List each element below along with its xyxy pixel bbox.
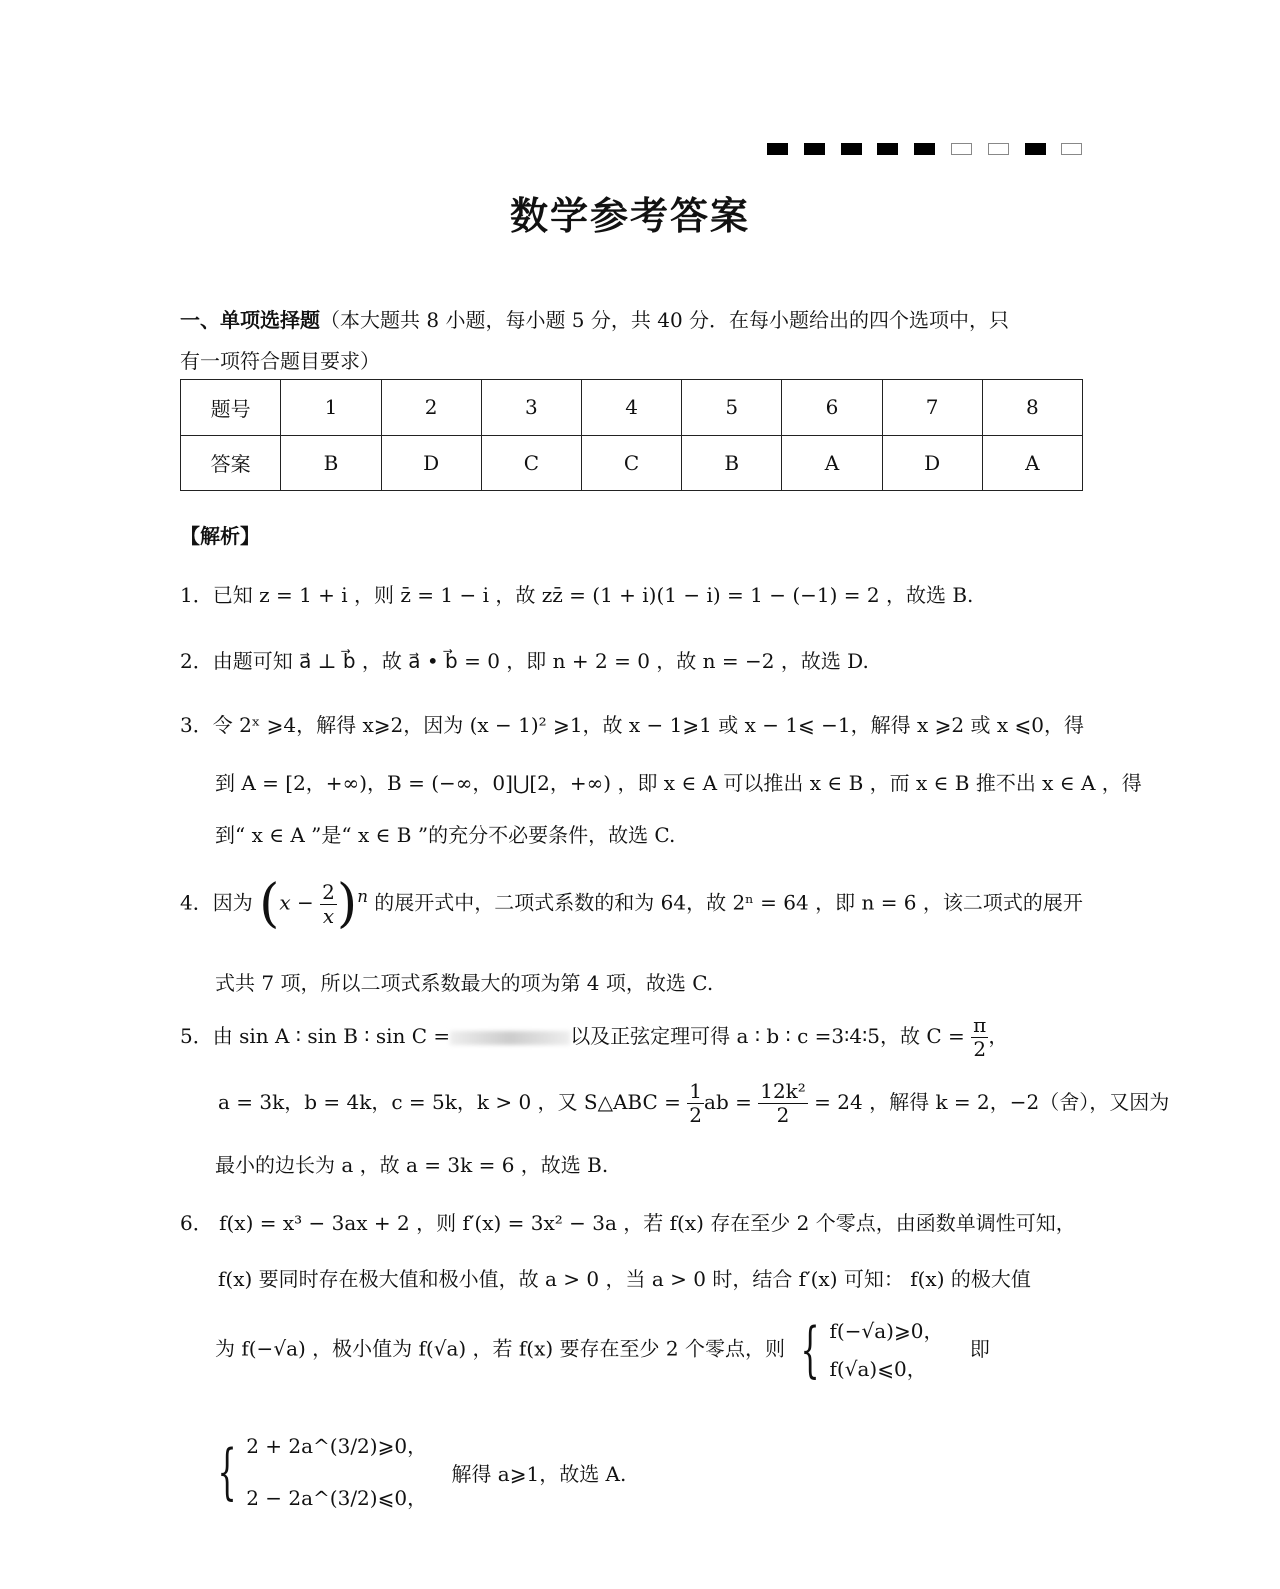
table-cell: 4 <box>581 380 681 436</box>
table-cell: A <box>782 435 882 491</box>
table-header-cell: 答案 <box>181 435 281 491</box>
section-desc-2: 有一项符合题目要求） <box>180 349 380 373</box>
filled-square-mark <box>1025 143 1046 155</box>
solution-5-line1: 5．由 sin A ∶ sin B ∶ sin C = 以及正弦定理可得 a ∶ b ∶ c =3∶4∶5，故 C = $\frac{\pi}{2}$ ， <box>180 1013 1009 1061</box>
table-cell: C <box>481 435 581 491</box>
table-cell: 5 <box>682 380 782 436</box>
solution-5-line3: 最小的边长为 a ，故 a = 3k = 6 ，故选 B. <box>215 1153 609 1177</box>
table-cell: B <box>682 435 782 491</box>
table-cell: 8 <box>982 380 1082 436</box>
solution-4-line1: 4．因为 (x − $\frac{2}{x})^n$ 的展开式中，二项式系数的和为 64，故 2ⁿ = 64 ，即 n = 6 ，该二项式的展开 <box>180 874 1083 934</box>
blurred-region <box>450 1031 570 1045</box>
denominator: 2 <box>776 1103 790 1127</box>
inequality: 2 − 2a^(3/2)⩽0， <box>246 1486 428 1510</box>
brace: { <box>217 1437 237 1507</box>
text: 即 <box>969 1336 990 1361</box>
numerator: 12k² <box>760 1079 806 1103</box>
solution-5-line2 <box>218 1080 1169 1127</box>
system <box>830 1312 944 1388</box>
table-cell: D <box>882 435 982 491</box>
numerator: 2 <box>322 879 335 904</box>
table-cell: 3 <box>481 380 581 436</box>
denominator: 2 <box>973 1037 987 1061</box>
solution-1: 1．已知 z = 1 + i ，则 z̄ = 1 − i ，故 zz̄ = (1 + i)(1 − i) = 1 − (−1) = 2 ，故选 B. <box>180 583 974 607</box>
fraction <box>687 1080 704 1127</box>
empty-square-mark <box>1061 143 1082 155</box>
empty-square-mark <box>988 143 1009 155</box>
solution-3-line1: 3．令 2ˣ ⩾4，解得 x⩾2，因为 (x − 1)² ⩾1，故 x − 1⩾1 或 x − 1⩽ −1，解得 x ⩾2 或 x ⩽0，得 <box>180 713 1084 737</box>
filled-square-mark <box>804 143 825 155</box>
empty-square-mark <box>951 143 972 155</box>
text: 解得 a⩾1，故选 A. <box>451 1461 627 1486</box>
solution-6-line1: 6． f(x) = x³ − 3ax + 2 ，则 f′(x) = 3x² − 3a ，若 f(x) 存在至少 2 个零点，由函数单调性可知， <box>180 1211 1076 1235</box>
page-title: 数学参考答案 <box>509 193 750 238</box>
filled-square-mark <box>767 143 788 155</box>
text: 为 f(−√a) ，极小值为 f(√a) ，若 f(x) 要存在至少 2 个零点，则 <box>215 1336 785 1361</box>
fraction <box>758 1080 808 1127</box>
inequality: f(−√a)⩾0， <box>829 1319 944 1343</box>
solution-3-line3: 到“ x ∈ A ”是“ x ∈ B ”的充分不必要条件，故选 C. <box>215 823 676 847</box>
text: 以及正弦定理可得 a ∶ b ∶ c =3∶4∶5，故 C = <box>570 1024 965 1048</box>
fraction <box>971 1014 988 1061</box>
brace: { <box>800 1315 820 1385</box>
answer-table <box>180 379 1083 491</box>
solution-3-line2: 到 A = [2，+∞)，B = (−∞，0]⋃[2，+∞) ，即 x ∈ A 可以推出 x ∈ B ，而 x ∈ B 推不出 x ∈ A ，得 <box>215 771 1142 795</box>
text: 4．因为 <box>180 890 253 915</box>
fraction <box>320 881 337 928</box>
analysis-heading: 【解析】 <box>180 524 260 548</box>
table-cell: B <box>281 435 381 491</box>
section-desc: （本大题共 8 小题，每小题 5 分，共 40 分．在每小题给出的四个选项中，只 <box>320 308 1010 332</box>
text: = 24 ，解得 k = 2，−2（舍），又因为 <box>814 1090 1170 1114</box>
denominator: x <box>322 903 335 928</box>
numerator: 1 <box>689 1079 703 1103</box>
numerator: π <box>973 1013 987 1037</box>
paren-close: ) <box>336 874 358 934</box>
text: a = 3k，b = 4k，c = 5k，k > 0 ，又 S△ABC = <box>218 1090 681 1114</box>
system <box>246 1420 427 1524</box>
denominator: 2 <box>689 1103 703 1127</box>
text: 的展开式中，二项式系数的和为 64，故 2ⁿ = 64 ，即 n = 6 ，该二项式的展开 <box>374 890 1083 915</box>
solution-6-line4 <box>208 1420 626 1524</box>
text: ab = <box>704 1090 752 1114</box>
solution-2: 2．由题可知 a⃗ ⊥ b⃗ ，故 a⃗ • b⃗ = 0 ，即 n + 2 = 0 ，故 n = −2 ，故选 D. <box>180 649 869 673</box>
solution-6-line2: f(x) 要同时存在极大值和极小值，故 a > 0 ，当 a > 0 时，结合 f′(x) 可知： f(x) 的极大值 <box>218 1267 1031 1291</box>
table-cell: 6 <box>782 380 882 436</box>
text: 5．由 sin A ∶ sin B ∶ sin C = <box>180 1024 451 1048</box>
section-title: 一、单项选择题 <box>180 308 320 332</box>
filled-square-mark <box>877 143 898 155</box>
solution-6-line3 <box>215 1312 990 1388</box>
solution-4-line2: 式共 7 项，所以二项式系数最大的项为第 4 项，故选 C. <box>215 971 714 995</box>
table-cell: D <box>381 435 481 491</box>
table-header-cell: 题号 <box>181 380 281 436</box>
table-row <box>181 380 1083 436</box>
paren-open: ( <box>259 874 280 934</box>
table-cell: 1 <box>281 380 381 436</box>
expr: x − <box>279 890 314 915</box>
filled-square-mark <box>914 143 935 155</box>
table-cell: 2 <box>381 380 481 436</box>
section-heading <box>180 304 1009 333</box>
inequality: f(√a)⩽0， <box>829 1357 927 1381</box>
table-row <box>181 435 1083 491</box>
filled-square-mark <box>841 143 862 155</box>
inequality: 2 + 2a^(3/2)⩾0， <box>246 1434 428 1458</box>
table-cell: A <box>982 435 1082 491</box>
table-cell: C <box>581 435 681 491</box>
table-cell: 7 <box>882 380 982 436</box>
